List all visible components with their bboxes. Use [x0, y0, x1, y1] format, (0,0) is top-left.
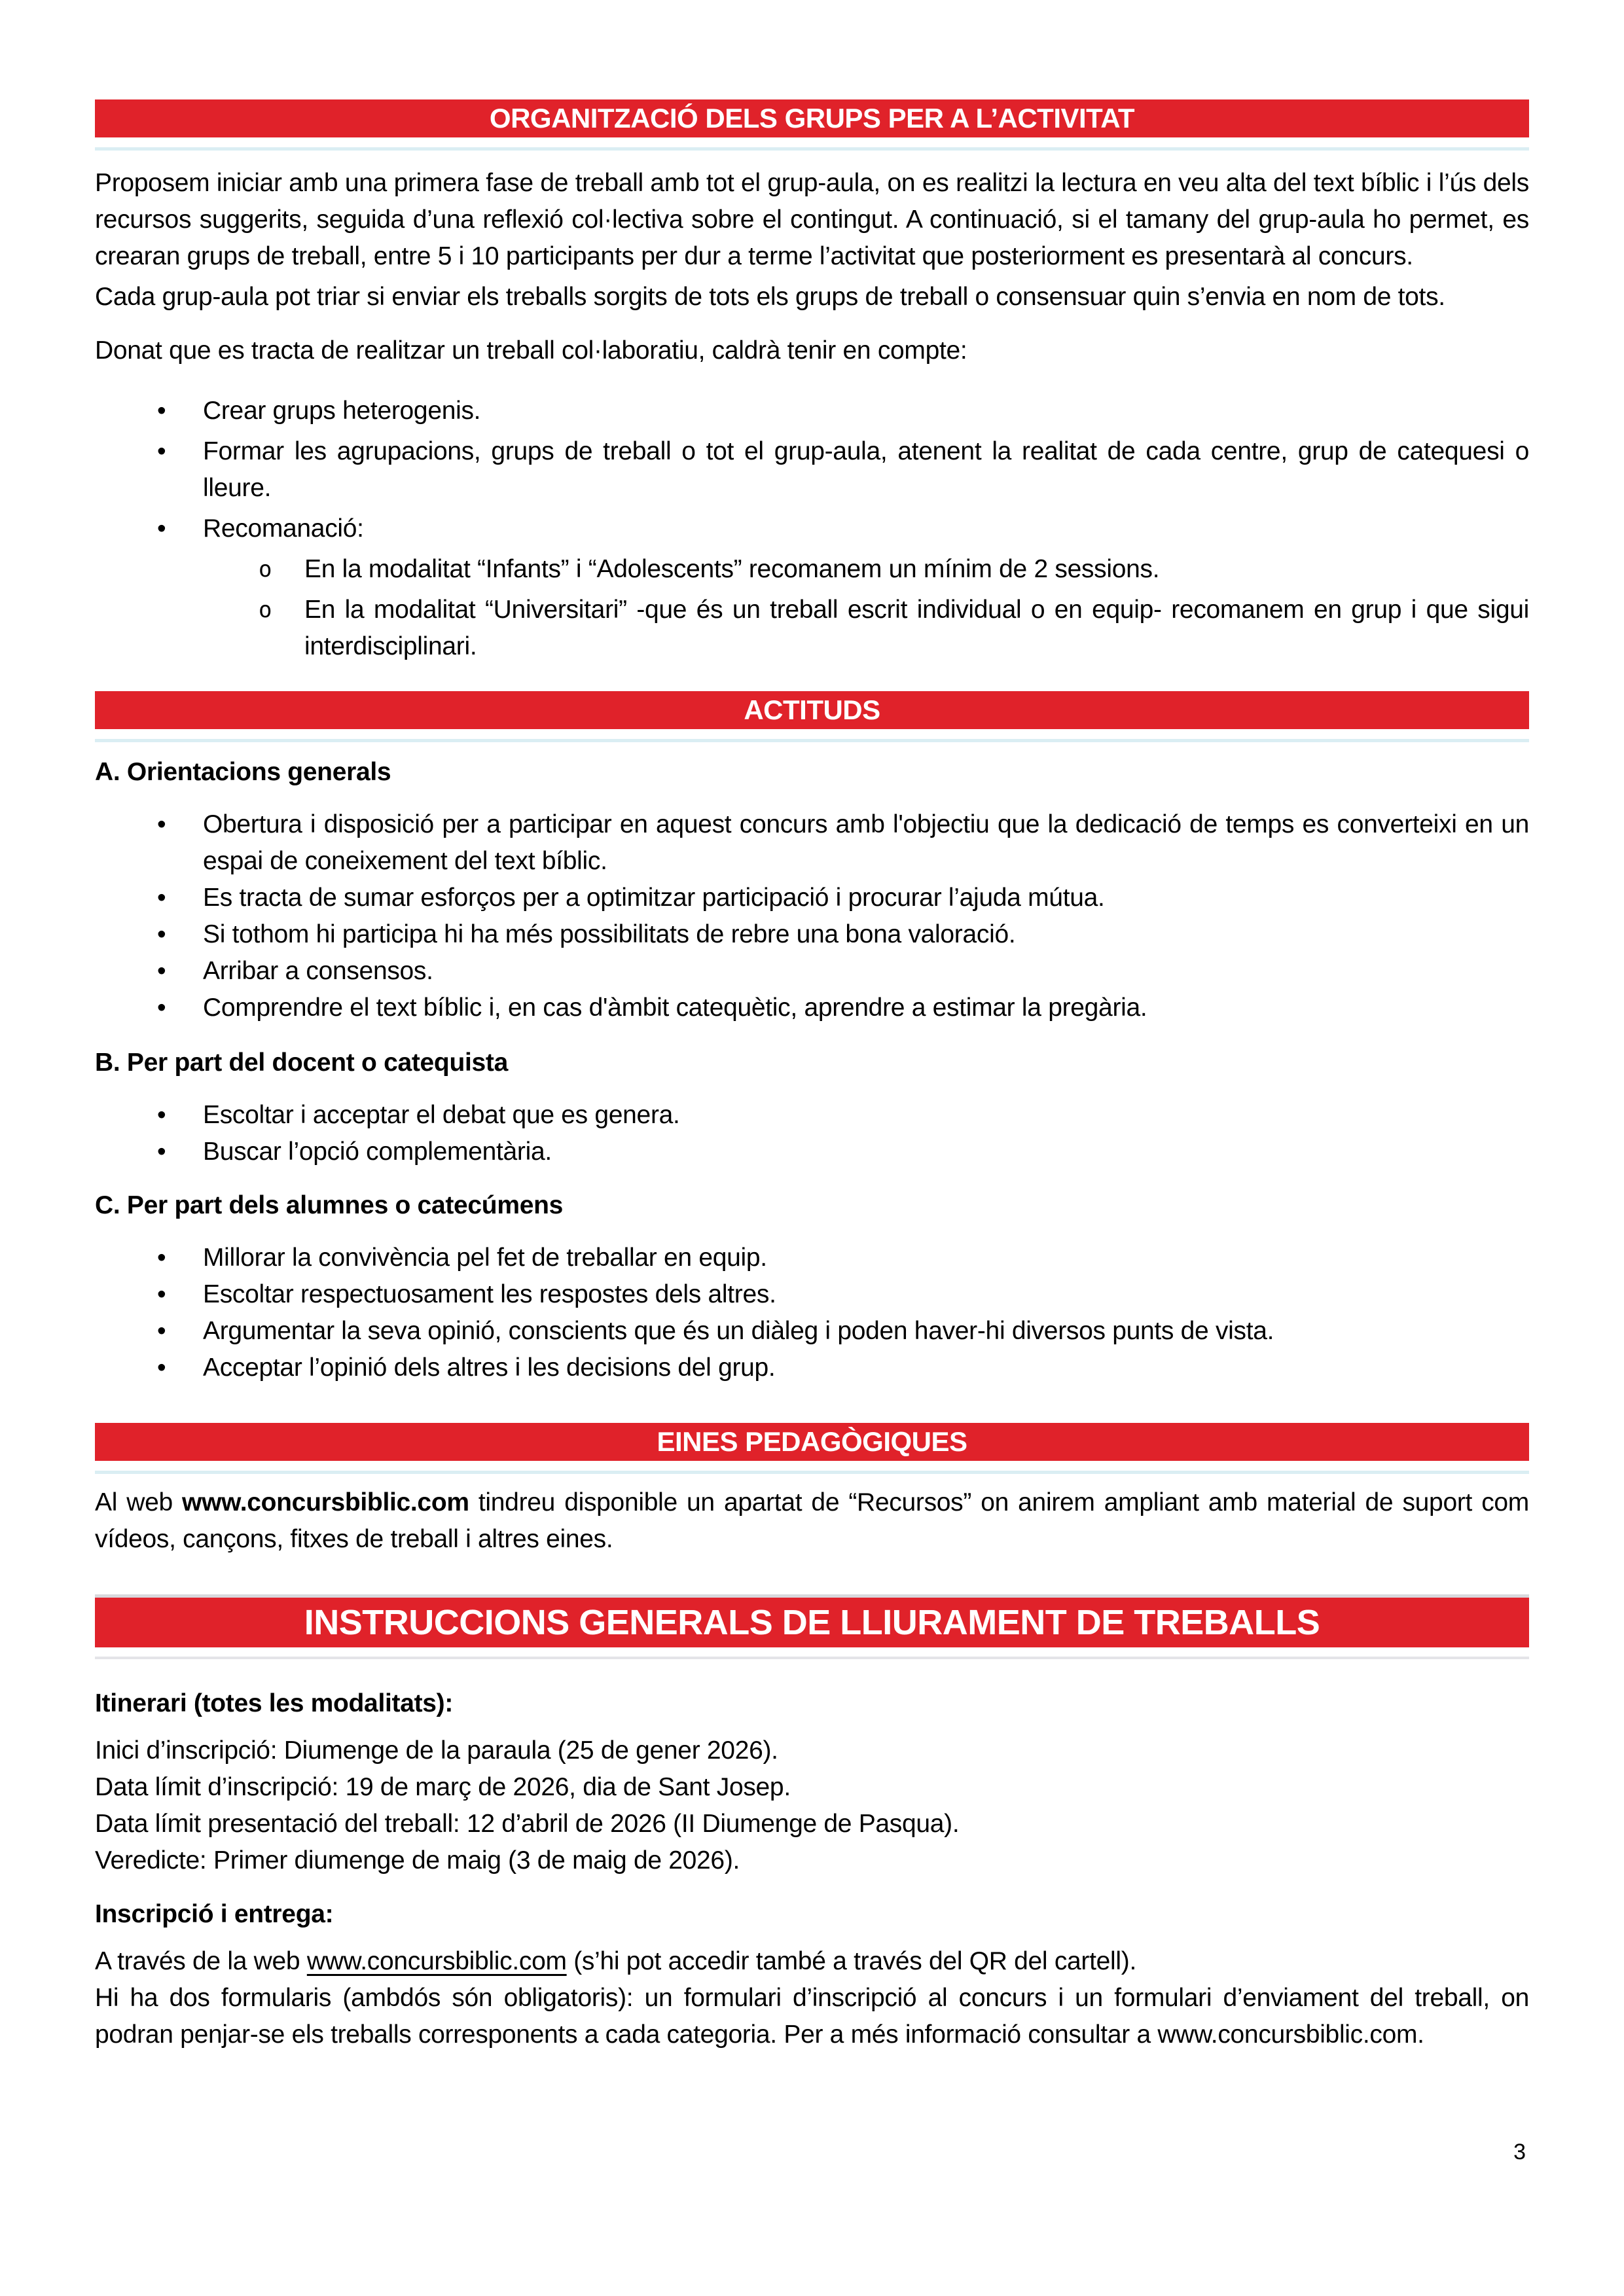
list-item-text: Crear grups heterogenis.	[203, 397, 481, 425]
paragraph-eines	[95, 1484, 1529, 1558]
bullet-icon: •	[157, 994, 166, 1022]
banner-eines-pedagogiques: EINES PEDAGÒGIQUES	[95, 1423, 1529, 1461]
eines-web-url: www.concursbiblic.com	[182, 1488, 469, 1516]
actituds-list-b	[95, 1097, 1529, 1170]
list-item-text: Comprendre el text bíblic i, en cas d'àmbit catequètic, aprendre a estimar la pregària.	[203, 994, 1147, 1022]
paragraph-a-traves-web	[95, 1943, 1529, 1980]
list-item-text: Acceptar l’opinió dels altres i les decisions del grup.	[203, 1354, 776, 1382]
list-item-text: Obertura i disposició per a participar en aquest concurs amb l'objectiu que la dedicació de temps es converteixi en un espai de coneixement del text bíblic.	[203, 810, 1529, 875]
divider-line	[95, 1471, 1529, 1474]
divider-line	[95, 1657, 1529, 1659]
bullet-icon: •	[157, 1317, 166, 1345]
banner-instruccions-lliurament: INSTRUCCIONS GENERALS DE LLIURAMENT DE TREBALLS	[95, 1594, 1529, 1647]
heading-orientacions-generals: A. Orientacions generals	[95, 758, 391, 786]
list-item	[95, 1240, 1529, 1276]
list-item-text: Escoltar i acceptar el debat que es genera.	[203, 1101, 680, 1129]
bullet-icon: •	[157, 957, 166, 985]
page-content	[95, 99, 1529, 2053]
bullet-icon: •	[157, 514, 166, 543]
list-item-text: Argumentar la seva opinió, conscients que és un diàleg i poden haver-hi diversos punts de vista.	[203, 1317, 1274, 1345]
bullet-icon: •	[157, 810, 166, 838]
list-item-text: Recomanació:	[203, 514, 364, 543]
list-item	[95, 916, 1529, 953]
eines-text-prefix: Al web	[95, 1488, 183, 1516]
list-item-text: Buscar l’opció complementària.	[203, 1138, 552, 1166]
list-item	[95, 433, 1529, 507]
sub-list-item-text: En la modalitat “Universitari” -que és un treball escrit individual o en equip- recomanem en grup i que sigui interdisciplinari.	[304, 596, 1529, 660]
bullet-icon: •	[157, 1244, 166, 1272]
paragraph-formularis: Hi ha dos formularis (ambdós són obligatoris): un formulari d’inscripció al concurs i un formulari d’enviament del treball, on podran penjar-se els treballs corresponents a cada categoria. Per a més informació consultar a www.concursbiblic.com.	[95, 1984, 1529, 2049]
list-item	[95, 953, 1529, 990]
list-item-text: Formar les agrupacions, grups de treball o tot el grup-aula, atenent la realitat de cada centre, grup de catequesi o lleure.	[203, 437, 1529, 502]
circle-bullet-icon: o	[259, 597, 272, 623]
itinerari-line-data-limit-presentacio: Data límit presentació del treball: 12 d’abril de 2026 (II Diumenge de Pasqua).	[95, 1810, 960, 1838]
bullet-icon: •	[157, 920, 166, 948]
paragraph-donat-que: Donat que es tracta de realitzar un treball col·laboratiu, caldrà tenir en compte:	[95, 336, 967, 365]
actituds-list-c	[95, 1240, 1529, 1386]
heading-inscripcio-entrega: Inscripció i entrega:	[95, 1900, 334, 1928]
list-item	[95, 1276, 1529, 1313]
itinerari-line-veredicte: Veredicte: Primer diumenge de maig (3 de maig de 2026).	[95, 1846, 740, 1874]
itinerari-line-inici: Inici d’inscripció: Diumenge de la paraula (25 de gener 2026).	[95, 1736, 778, 1765]
entrega-text-prefix: A través de la web	[95, 1947, 307, 1975]
banner-organitzacio-grups: ORGANITZACIÓ DELS GRUPS PER A L’ACTIVITAT	[95, 99, 1529, 137]
sub-list-item	[95, 592, 1529, 665]
bullet-icon: •	[157, 1101, 166, 1129]
paragraph-proposem: Proposem iniciar amb una primera fase de treball amb tot el grup-aula, on es realitzi la lectura en veu alta del text bíblic i l’ús dels recursos suggerits, seguida d’una reflexió col·lectiva sobre el contingut. A continuació, si el tamany del grup-aula ho permet, es crearan grups de treball, entre 5 i 10 participants per dur a terme l’activitat que posteriorment es presentarà al concurs.	[95, 169, 1529, 270]
list-item	[95, 1134, 1529, 1170]
banner-actituds: ACTITUDS	[95, 691, 1529, 729]
concursbiblic-link[interactable]: www.concursbiblic.com	[306, 1947, 567, 1975]
sub-list-item-text: En la modalitat “Infants” i “Adolescents” recomanem un mínim de 2 sessions.	[304, 555, 1160, 583]
list-item	[95, 806, 1529, 880]
divider-line	[95, 739, 1529, 742]
circle-bullet-icon: o	[259, 556, 272, 583]
list-item	[95, 1350, 1529, 1386]
bullet-icon: •	[157, 884, 166, 912]
paragraph-cada-grup-aula: Cada grup-aula pot triar si enviar els treballs sorgits de tots els grups de treball o consensuar quin s’envia en nom de tots.	[95, 283, 1445, 311]
list-item	[95, 511, 1529, 547]
heading-alumnes-catecumens: C. Per part dels alumnes o catecúmens	[95, 1191, 564, 1219]
bullet-icon: •	[157, 1138, 166, 1166]
list-item	[95, 393, 1529, 429]
sub-list-item	[95, 551, 1529, 588]
list-item-text: Millorar la convivència pel fet de treballar en equip.	[203, 1244, 767, 1272]
eines-text-suffix: tindreu disponible un apartat de “Recursos” on anirem ampliant amb material de suport com vídeos, cançons, fitxes de treball i altres eines.	[95, 1488, 1529, 1553]
bullet-icon: •	[157, 437, 166, 465]
itinerari-line-data-limit-inscripcio: Data límit d’inscripció: 19 de març de 2026, dia de Sant Josep.	[95, 1773, 791, 1801]
actituds-list-a	[95, 806, 1529, 1026]
heading-docent-catequista: B. Per part del docent o catequista	[95, 1049, 508, 1077]
list-item	[95, 990, 1529, 1026]
list-item	[95, 1097, 1529, 1134]
divider-line	[95, 147, 1529, 151]
list-item-text: Es tracta de sumar esforços per a optimitzar participació i procurar l’ajuda mútua.	[203, 884, 1105, 912]
entrega-block	[95, 1943, 1529, 2053]
bullet-icon: •	[157, 1280, 166, 1308]
list-item	[95, 880, 1529, 916]
entrega-text-suffix: (s’hi pot accedir també a través del QR del cartell).	[566, 1947, 1136, 1975]
bullet-icon: •	[157, 397, 166, 425]
intro-list	[95, 393, 1529, 665]
bullet-icon: •	[157, 1354, 166, 1382]
list-item	[95, 1313, 1529, 1350]
itinerari-lines	[95, 1732, 1529, 1879]
list-item-text: Si tothom hi participa hi ha més possibilitats de rebre una bona valoració.	[203, 920, 1016, 948]
page-number: 3	[1513, 2140, 1526, 2164]
list-item-text: Escoltar respectuosament les respostes dels altres.	[203, 1280, 776, 1308]
list-item-text: Arribar a consensos.	[203, 957, 433, 985]
heading-itinerari: Itinerari (totes les modalitats):	[95, 1689, 454, 1717]
